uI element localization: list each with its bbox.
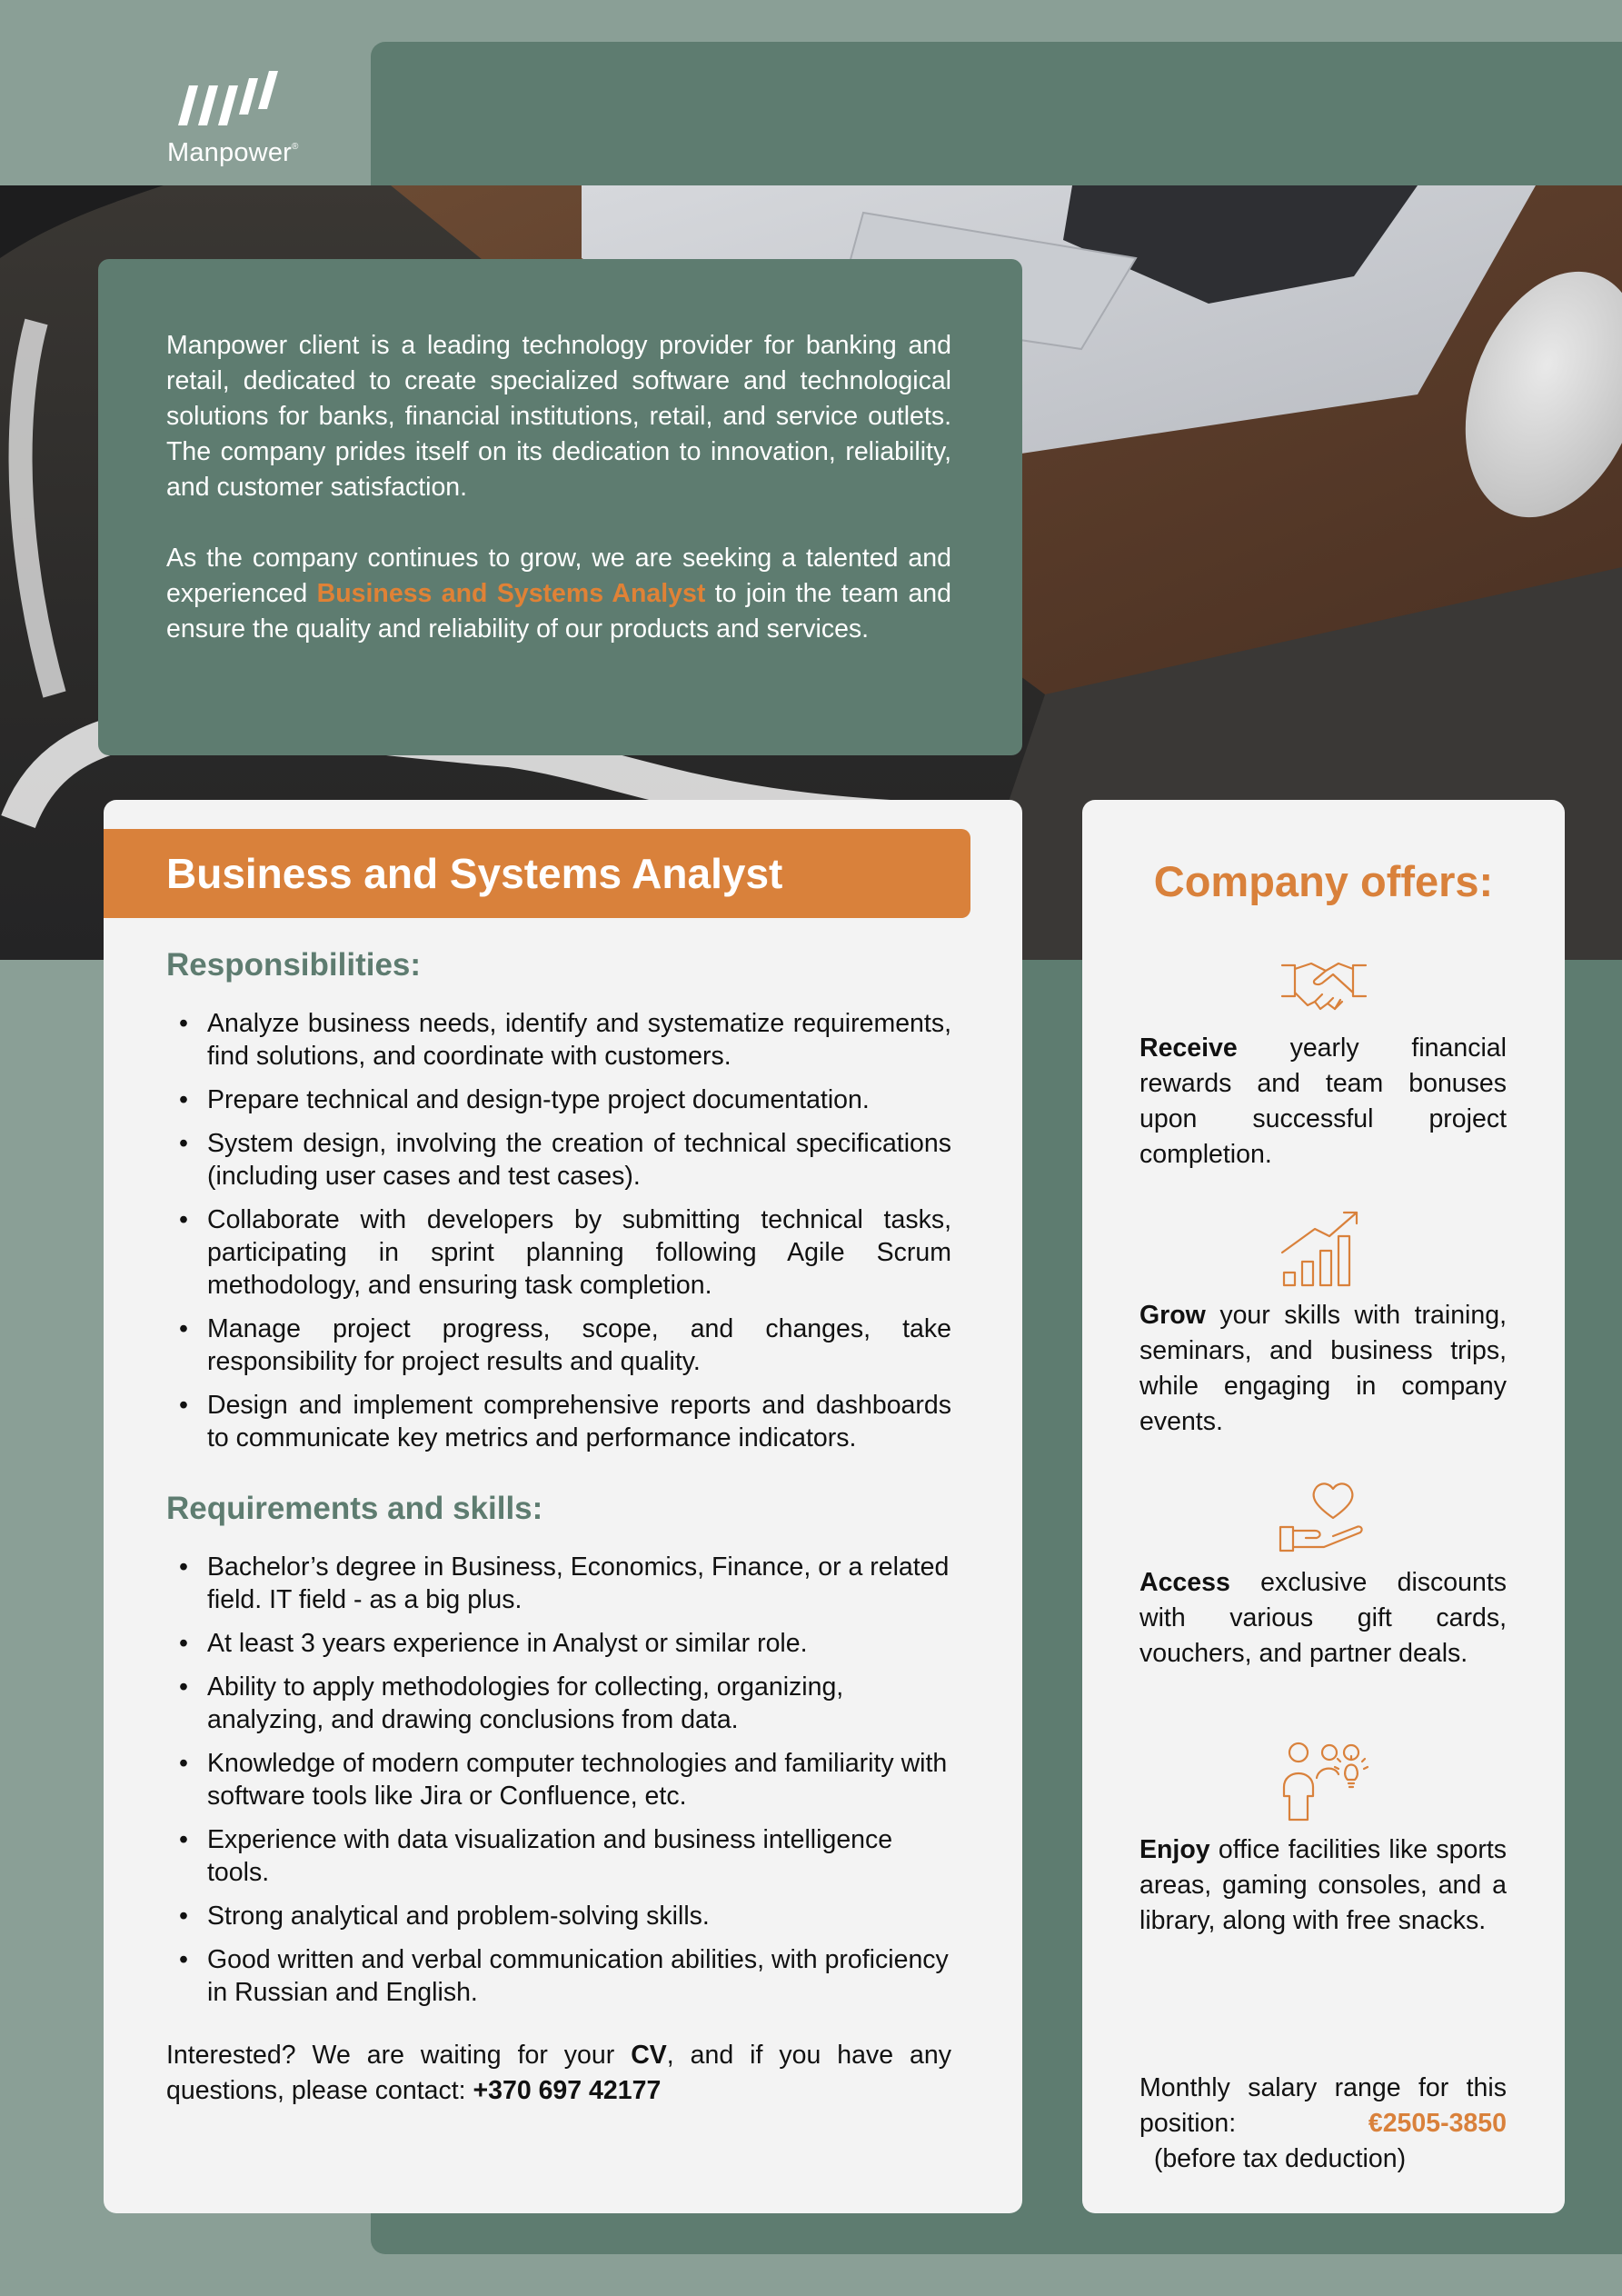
responsibility-item: • Collaborate with developers by submitting technical tasks, participating in sprint planning following Agile Scrum methodology, and ensuring task completion. xyxy=(166,1203,951,1302)
salary-info: Monthly salary range for this position: €2505-3850 (before tax deduction) xyxy=(1139,2073,1507,2173)
manpower-logo-icon xyxy=(176,67,285,127)
offer-growth: Grow your skills with training, seminars, and business trips, while engaging in company events. xyxy=(1139,1301,1507,1436)
offers-title: Company offers: xyxy=(1153,857,1494,905)
offer-discounts: Access exclusive discounts with various gift cards, vouchers, and partner deals. xyxy=(1139,1568,1507,1668)
requirements-heading: Requirements and skills: xyxy=(166,1491,543,1526)
contact-phone[interactable]: +370 697 42177 xyxy=(473,2076,662,2105)
job-card xyxy=(104,800,1022,2213)
requirement-item: • Experience with data visualization and business intelligence tools. xyxy=(166,1823,951,1889)
intro-card xyxy=(98,259,1022,755)
contact-text: Interested? We are waiting for your CV, and if you have any questions, please contact: +370 697 42177 xyxy=(166,2041,951,2105)
responsibility-item: • Analyze business needs, identify and systematize requirements, find solutions, and coordinate with customers. xyxy=(166,1007,951,1073)
job-title-highlight: Business and Systems Analyst xyxy=(316,579,706,608)
salary-amount: €2505-3850 xyxy=(1368,2109,1507,2138)
requirements-list xyxy=(166,1551,951,2009)
heart-hand-icon xyxy=(1279,1476,1369,1558)
offer-rewards: Receive yearly financial rewards and team bonuses upon successful project completion. xyxy=(1139,1033,1507,1169)
footer-band xyxy=(371,2218,1622,2254)
intro-paragraph-1: Manpower client is a leading technology provider for banking and retail, dedicated to create specialized software and technological solutions for banks, financial institutions, retail, and service outlets. The company prides itself on its dedication to innovation, reliability, and customer satisfaction. xyxy=(166,331,951,502)
job-title: Business and Systems Analyst xyxy=(104,829,970,918)
requirement-item: • Knowledge of modern computer technologies and familiarity with software tools like Jira or Confluence, etc. xyxy=(166,1747,951,1812)
cv-label: CV xyxy=(631,2041,667,2070)
intro-paragraph-2: As the company continues to grow, we are seeking a talented and experienced Business and Systems Analyst to join the team and ensure the quality and reliability of our products and services. xyxy=(166,544,951,644)
brand-name: Manpower® xyxy=(167,138,299,167)
manpower-logo xyxy=(164,64,309,173)
responsibilities-heading: Responsibilities: xyxy=(166,947,422,983)
growth-chart-icon xyxy=(1279,1209,1369,1291)
header-band xyxy=(371,42,1622,187)
requirement-item: • Good written and verbal communication abilities, with proficiency in Russian and English. xyxy=(166,1943,951,2009)
team-idea-icon xyxy=(1279,1742,1369,1823)
responsibility-item: • Prepare technical and design-type project documentation. xyxy=(166,1083,951,1116)
responsibility-item: • Design and implement comprehensive reports and dashboards to communicate key metrics and performance indicators. xyxy=(166,1389,951,1454)
requirement-item: • Strong analytical and problem-solving skills. xyxy=(166,1900,951,1932)
offer-facilities: Enjoy office facilities like sports areas, gaming consoles, and a library, along with free snacks. xyxy=(1139,1835,1507,1935)
handshake-icon xyxy=(1279,956,1369,1020)
requirement-item: • At least 3 years experience in Analyst or similar role. xyxy=(166,1627,951,1660)
responsibilities-list xyxy=(166,1007,951,1454)
offers-card xyxy=(1082,800,1565,2213)
responsibility-item: • System design, involving the creation of technical specifications (including user cases and test cases). xyxy=(166,1127,951,1193)
job-details xyxy=(166,945,951,2109)
responsibility-item: • Manage project progress, scope, and changes, take responsibility for project results and quality. xyxy=(166,1313,951,1378)
requirement-item: • Ability to apply methodologies for collecting, organizing, analyzing, and drawing conclusions from data. xyxy=(166,1671,951,1736)
requirement-item: • Bachelor’s degree in Business, Economics, Finance, or a related field. IT field - as a big plus. xyxy=(166,1551,951,1616)
